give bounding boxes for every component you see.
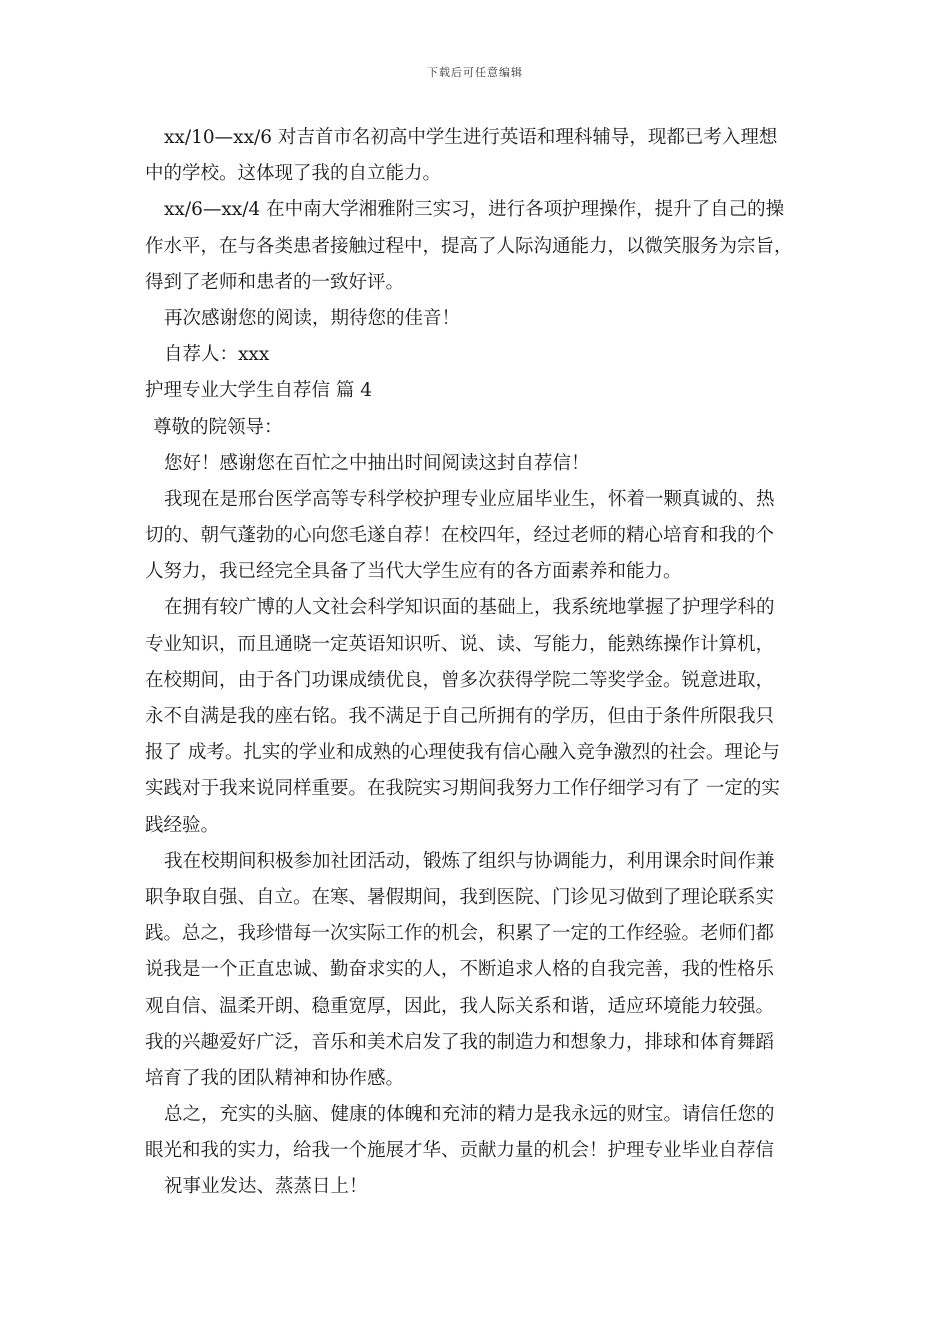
paragraph-line: 得到了老师和患者的一致好评。	[145, 271, 405, 293]
paragraph-line: 切的、朝气蓬勃的心向您毛遂自荐！在校四年，经过老师的精心培育和我的个	[145, 525, 775, 547]
salutation: 尊敬的院领导：	[153, 416, 283, 438]
paragraph-line: 践经验。	[145, 814, 220, 836]
paragraph-line: 践。总之，我珍惜每一次实际工作的机会，积累了一定的工作经验。老师们都	[145, 923, 775, 945]
paragraph-line: 专业知识，而且通晓一定英语知识听、说、读、写能力，能熟练操作计算机，	[145, 633, 775, 655]
paragraph-line: 说我是一个正直忠诚、勤奋求实的人，不断追求人格的自我完善，我的性格乐	[145, 959, 775, 981]
greeting-line: 您好！感谢您在百忙之中抽出时间阅读这封自荐信！	[164, 452, 590, 474]
signature-line: 自荐人：xxx	[164, 344, 270, 366]
closing-line: 再次感谢您的阅读，期待您的佳音！	[164, 307, 461, 329]
paragraph-line: xx/10—xx/6 对吉首市名初高中学生进行英语和理科辅导，现都已考入理想	[164, 127, 778, 148]
paragraph-line: 在拥有较广博的人文社会科学知识面的基础上，我系统地掌握了护理学科的	[164, 597, 775, 619]
paragraph-line: 我现在是邢台医学高等专科学校护理专业应届毕业生，怀着一颗真诚的、热	[164, 488, 775, 510]
paragraph-line: 永不自满是我的座右铭。我不满足于自己所拥有的学历，但由于条件所限我只	[145, 706, 775, 727]
paragraph-line: 眼光和我的实力，给我一个施展才华、贡献力量的机会！护理专业毕业自荐信	[145, 1140, 775, 1162]
paragraph-line: 实践对于我来说同样重要。在我院实习期间我努力工作仔细学习有了 一定的实	[145, 778, 780, 800]
paragraph-line: 我的兴趣爱好广泛，音乐和美术启发了我的制造力和想象力，排球和体育舞蹈	[145, 1031, 775, 1053]
paragraph-line: 我在校期间积极参加社团活动，锻炼了组织与协调能力，利用课余时间作兼	[164, 850, 775, 872]
paragraph-line: 在校期间，由于各门功课成绩优良，曾多次获得学院二等奖学金。锐意进取，	[145, 669, 775, 691]
paragraph-line: 职争取自强、自立。在寒、暑假期间，我到医院、门诊见习做到了理论联系实	[145, 886, 775, 908]
paragraph-line: 作水平，在与各类患者接触过程中，提高了人际沟通能力，以微笑服务为宗旨，	[145, 235, 793, 257]
header-note: 下载后可任意编辑	[427, 66, 523, 79]
document-body	[145, 120, 810, 1206]
section-title: 护理专业大学生自荐信 篇 4	[145, 380, 373, 402]
paragraph-line: 人努力，我已经完全具备了当代大学生应有的各方面素养和能力。	[145, 561, 682, 583]
paragraph-line: 培育了我的团队精神和协作感。	[145, 1067, 405, 1089]
paragraph-line: xx/6—xx/4 在中南大学湘雅附三实习，进行各项护理操作，提升了自己的操	[164, 199, 785, 221]
paragraph-line: 总之，充实的头脑、健康的体魄和充沛的精力是我永远的财宝。请信任您的	[164, 1104, 775, 1126]
paragraph-line: 报了 成考。扎实的学业和成熟的心理使我有信心融入竞争激烈的社会。理论与	[145, 742, 780, 764]
closing-wish: 祝事业发达、蒸蒸日上！	[164, 1176, 368, 1198]
paragraph-line: 中的学校。这体现了我的自立能力。	[145, 163, 442, 185]
paragraph-line: 观自信、温柔开朗、稳重宽厚，因此，我人际关系和谐，适应环境能力较强。	[145, 995, 775, 1017]
